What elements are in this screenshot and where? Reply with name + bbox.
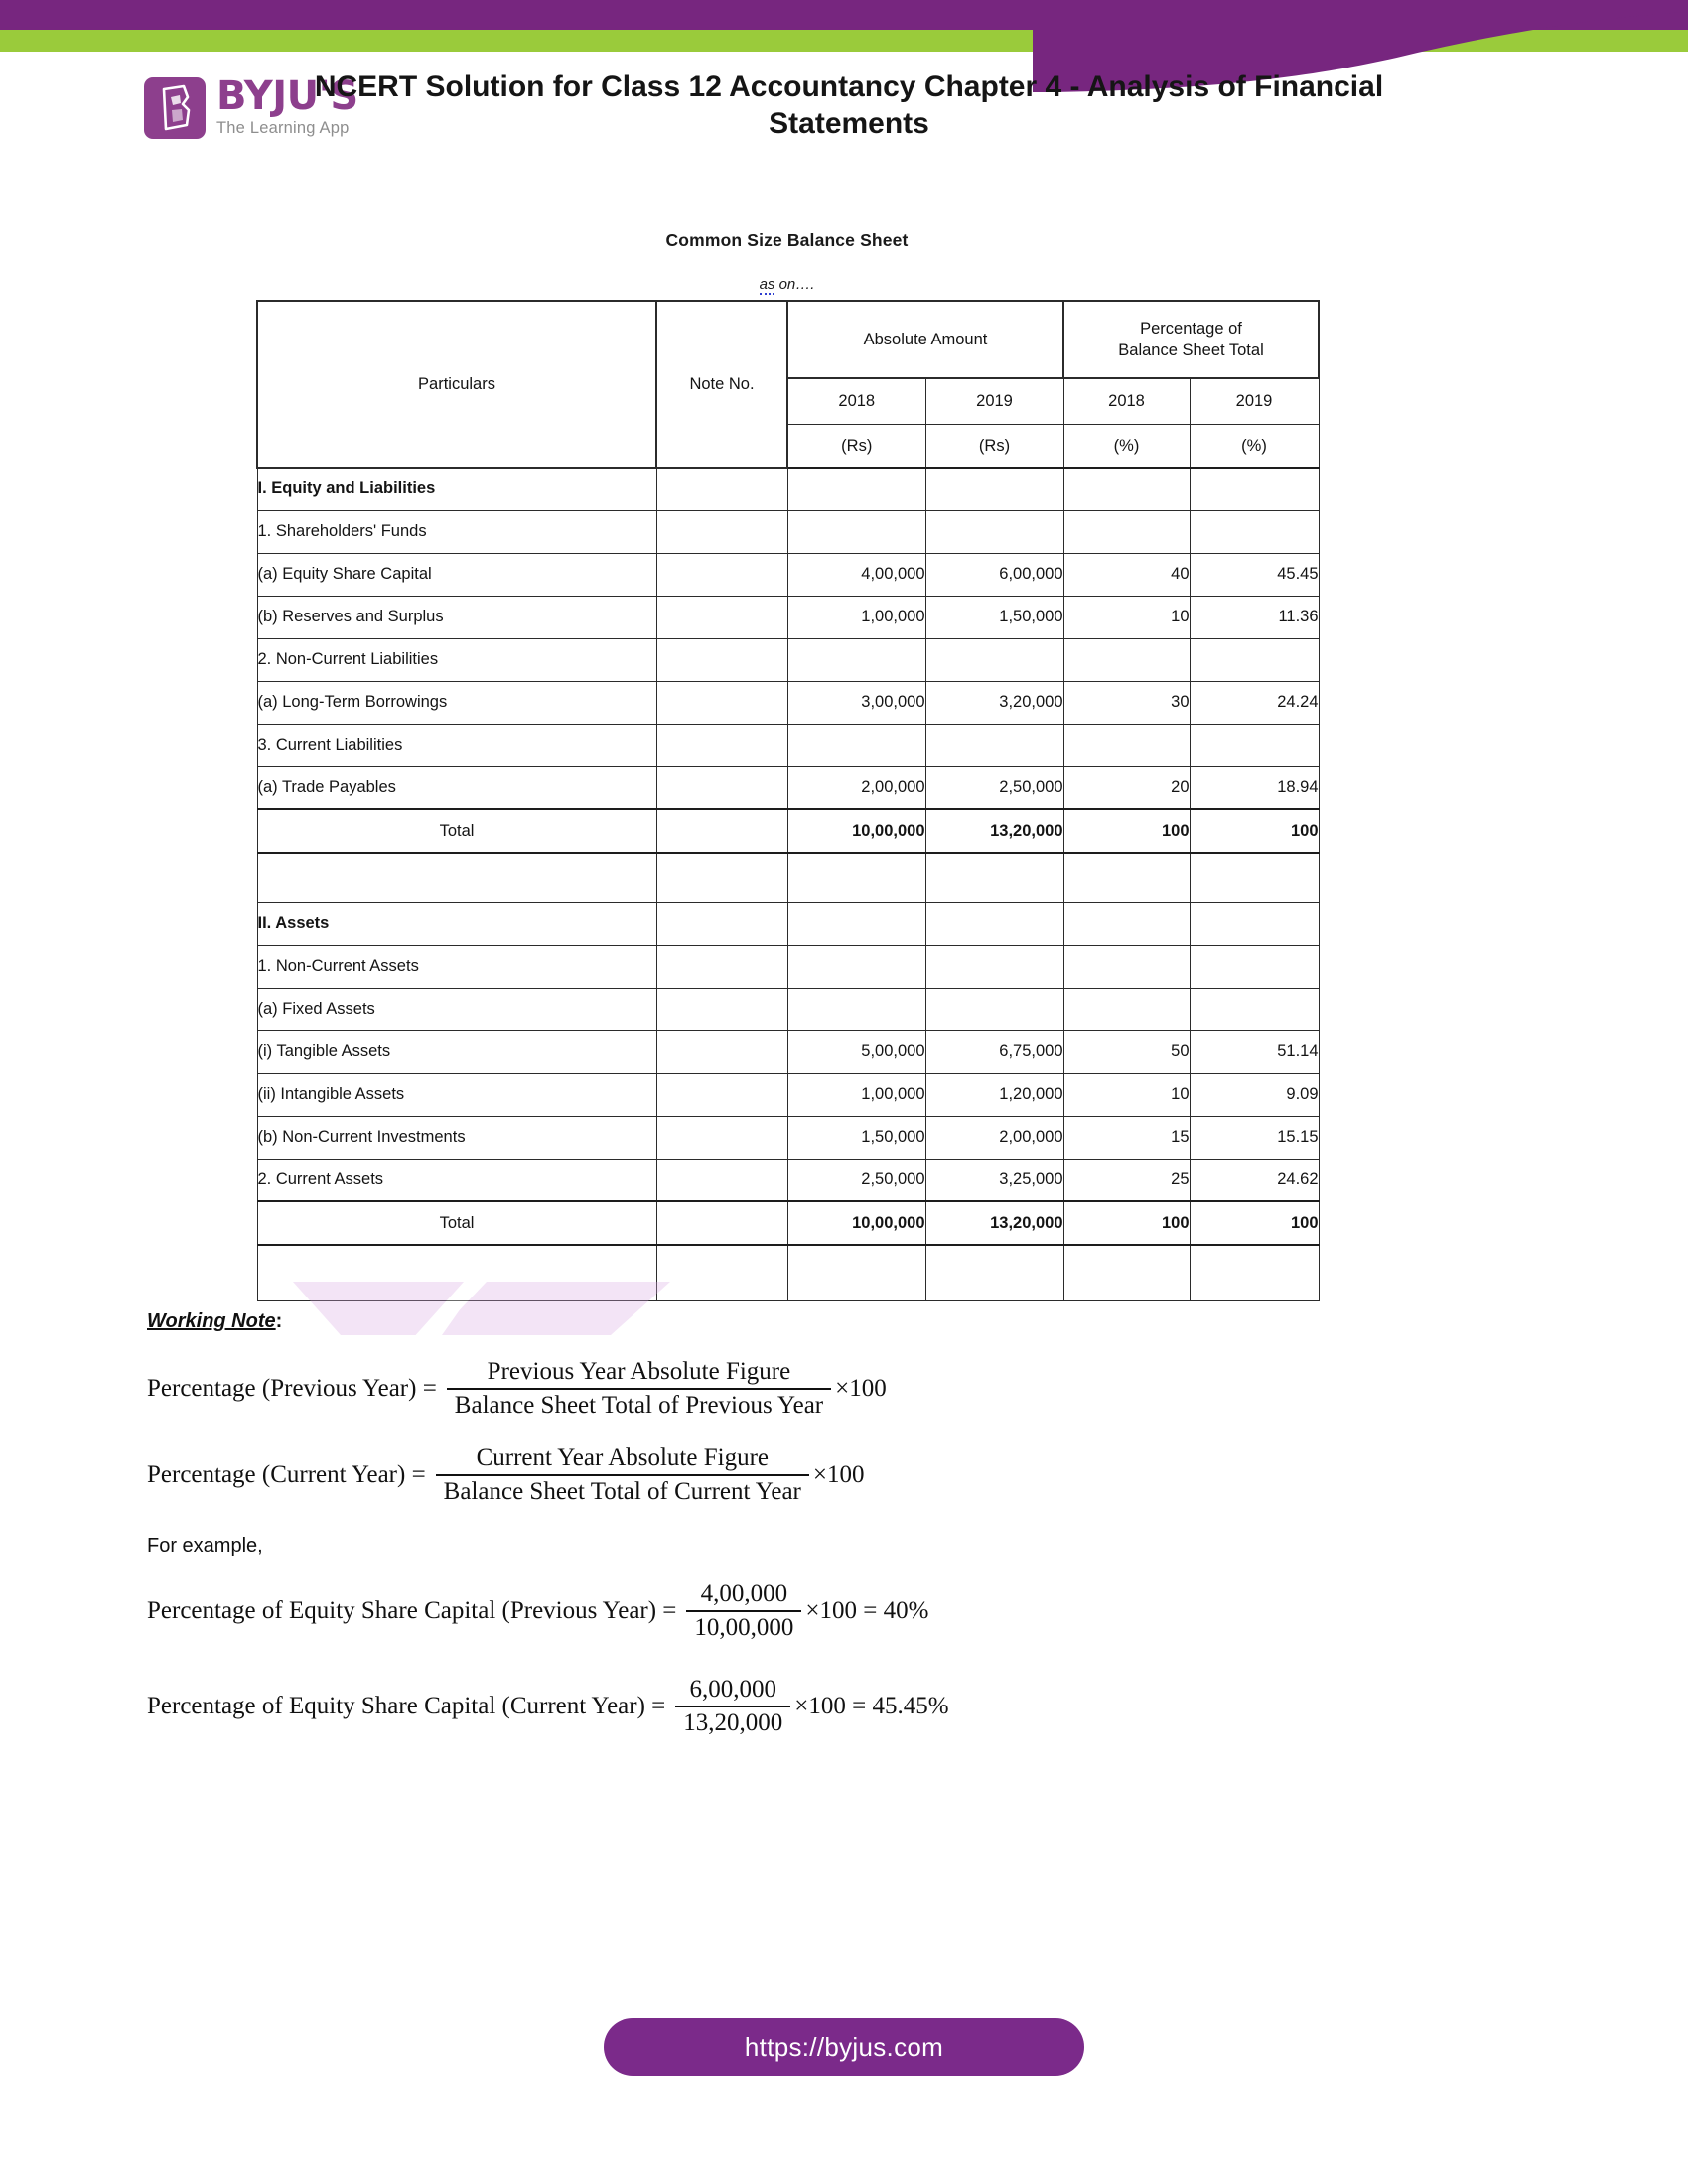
table-row: [257, 638, 1319, 681]
cell-p2019: 51.14: [1190, 1030, 1319, 1073]
cell-p2019: 9.09: [1190, 1073, 1319, 1116]
th-group-percentage-line2: Balance Sheet Total: [1118, 341, 1264, 359]
cell-p2018: 10: [1063, 1073, 1190, 1116]
cell-a2018: [787, 638, 925, 681]
example-2-lead: Percentage of Equity Share Capital (Current Year) =: [147, 1693, 666, 1719]
byjus-logo-mark: [144, 77, 206, 139]
working-note-label: Working Note: [147, 1310, 276, 1332]
cell-p2019: [1190, 902, 1319, 945]
example-1-fraction: [686, 1580, 801, 1642]
cell-a2018: [787, 468, 925, 510]
th-note-no: Note No.: [656, 301, 787, 468]
formula-1-tail: ×100: [835, 1375, 887, 1402]
cell-a2018: 3,00,000: [787, 681, 925, 724]
cell-a2019: 1,50,000: [925, 596, 1063, 638]
formula-2-numerator: Current Year Absolute Figure: [476, 1444, 769, 1471]
total-a2018: 10,00,000: [787, 1201, 925, 1245]
cell-p2018: 10: [1063, 596, 1190, 638]
formula-2-tail: ×100: [812, 1461, 865, 1488]
cell-p2018: [1063, 945, 1190, 988]
th-absolute-2019: 2019: [925, 378, 1063, 424]
cell-note: [656, 1116, 787, 1159]
cell-a2019: 6,75,000: [925, 1030, 1063, 1073]
spacer-cell: [925, 853, 1063, 902]
table-row: [257, 902, 1319, 945]
th-group-percentage: [1063, 301, 1319, 378]
table-row: [257, 724, 1319, 766]
table-row: [257, 1030, 1319, 1073]
cell-note: [656, 945, 787, 988]
formula-percentage-current-year: [147, 1444, 864, 1506]
cell-a2019: 1,20,000: [925, 1073, 1063, 1116]
trailing-cell: [1063, 1245, 1190, 1300]
cell-note: [656, 596, 787, 638]
row-label: 1. Shareholders' Funds: [257, 510, 656, 553]
table-total-row: [257, 1201, 1319, 1245]
table-head-row-1: [257, 301, 1319, 378]
total-label: Total: [257, 809, 656, 853]
formula-1-fraction: [447, 1358, 831, 1420]
total-label: Total: [257, 1201, 656, 1245]
cell-a2019: 6,00,000: [925, 553, 1063, 596]
subcaption-rest: on….: [774, 276, 815, 293]
byjus-wordmark: BYJU'S: [216, 73, 358, 119]
cell-p2018: 15: [1063, 1116, 1190, 1159]
cell-p2018: [1063, 468, 1190, 510]
th-group-percentage-line1: Percentage of: [1140, 319, 1242, 338]
table-row: [257, 945, 1319, 988]
cell-note: [656, 809, 787, 853]
cell-note: [656, 510, 787, 553]
section-heading-assets: II. Assets: [257, 902, 656, 945]
total-p2018: 100: [1063, 809, 1190, 853]
cell-note: [656, 988, 787, 1030]
cell-p2019: 18.94: [1190, 766, 1319, 809]
example-equity-share-capital-current-year: [147, 1676, 949, 1737]
cell-p2018: 25: [1063, 1159, 1190, 1201]
th-unit-pct-2019: (%): [1190, 424, 1319, 468]
cell-a2018: 2,50,000: [787, 1159, 925, 1201]
row-label: 1. Non-Current Assets: [257, 945, 656, 988]
cell-note: [656, 553, 787, 596]
cell-p2019: 24.62: [1190, 1159, 1319, 1201]
table-row: [257, 988, 1319, 1030]
formula-2-denominator: Balance Sheet Total of Current Year: [436, 1474, 809, 1506]
th-absolute-2018: 2018: [787, 378, 925, 424]
cell-a2019: [925, 945, 1063, 988]
cell-p2018: [1063, 902, 1190, 945]
cell-a2018: 2,00,000: [787, 766, 925, 809]
spacer-cell: [656, 853, 787, 902]
cell-p2019: [1190, 510, 1319, 553]
table-row: [257, 1159, 1319, 1201]
cell-p2019: [1190, 945, 1319, 988]
working-note-title: [147, 1310, 282, 1333]
spacer-cell: [257, 853, 656, 902]
cell-note: [656, 902, 787, 945]
cell-note: [656, 468, 787, 510]
cell-note: [656, 766, 787, 809]
cell-a2018: [787, 945, 925, 988]
cell-note: [656, 1159, 787, 1201]
cell-a2019: [925, 468, 1063, 510]
table-spacer-row: [257, 853, 1319, 902]
formula-1-denominator: Balance Sheet Total of Previous Year: [447, 1388, 831, 1420]
example-2-numerator: 6,00,000: [689, 1676, 777, 1703]
th-unit-rs-2018: (Rs): [787, 424, 925, 468]
cell-p2018: 40: [1063, 553, 1190, 596]
cell-p2018: [1063, 638, 1190, 681]
trailing-cell: [925, 1245, 1063, 1300]
row-label: (b) Non-Current Investments: [257, 1116, 656, 1159]
th-group-absolute-amount: Absolute Amount: [787, 301, 1063, 378]
table-row: [257, 468, 1319, 510]
row-label: 2. Non-Current Liabilities: [257, 638, 656, 681]
example-1-lead: Percentage of Equity Share Capital (Previous Year) =: [147, 1597, 677, 1624]
cell-p2018: 20: [1063, 766, 1190, 809]
cell-a2018: [787, 902, 925, 945]
formula-percentage-previous-year: [147, 1358, 887, 1420]
cell-p2019: [1190, 724, 1319, 766]
spacer-cell: [787, 853, 925, 902]
example-1-tail: ×100 = 40%: [805, 1597, 929, 1624]
section-heading-equity: I. Equity and Liabilities: [257, 468, 656, 510]
cell-note: [656, 681, 787, 724]
cell-a2018: 5,00,000: [787, 1030, 925, 1073]
total-p2019: 100: [1190, 1201, 1319, 1245]
byjus-tagline: The Learning App: [216, 119, 350, 138]
table-head: [257, 301, 1319, 468]
cell-a2019: 2,00,000: [925, 1116, 1063, 1159]
table-row: [257, 681, 1319, 724]
table-total-row: [257, 809, 1319, 853]
row-label: 2. Current Assets: [257, 1159, 656, 1201]
cell-p2019: [1190, 988, 1319, 1030]
trailing-cell: [1190, 1245, 1319, 1300]
row-label: (ii) Intangible Assets: [257, 1073, 656, 1116]
th-unit-rs-2019: (Rs): [925, 424, 1063, 468]
cell-p2018: 30: [1063, 681, 1190, 724]
working-note-colon: :: [275, 1310, 283, 1332]
formula-1-lead: Percentage (Previous Year) =: [147, 1375, 437, 1402]
byjus-url-button[interactable]: https://byjus.com: [604, 2018, 1084, 2076]
table-body: [257, 468, 1319, 1300]
formula-2-fraction: [436, 1444, 809, 1506]
cell-a2018: 1,00,000: [787, 596, 925, 638]
example-equity-share-capital-previous-year: [147, 1580, 928, 1642]
cell-note: [656, 1201, 787, 1245]
total-p2019: 100: [1190, 809, 1319, 853]
spacer-cell: [1063, 853, 1190, 902]
total-a2018: 10,00,000: [787, 809, 925, 853]
cell-a2019: [925, 724, 1063, 766]
example-1-numerator: 4,00,000: [700, 1580, 788, 1607]
cell-a2019: 2,50,000: [925, 766, 1063, 809]
for-example-label: For example,: [147, 1535, 263, 1557]
cell-a2019: 3,20,000: [925, 681, 1063, 724]
total-p2018: 100: [1063, 1201, 1190, 1245]
row-label: 3. Current Liabilities: [257, 724, 656, 766]
cell-p2019: 45.45: [1190, 553, 1319, 596]
row-label: (a) Fixed Assets: [257, 988, 656, 1030]
th-particulars: Particulars: [257, 301, 656, 468]
trailing-cell: [787, 1245, 925, 1300]
subcaption-misspelled-word: as: [759, 276, 775, 293]
formula-1-numerator: Previous Year Absolute Figure: [487, 1358, 791, 1385]
total-a2019: 13,20,000: [925, 1201, 1063, 1245]
cell-a2019: [925, 988, 1063, 1030]
row-label: (a) Trade Payables: [257, 766, 656, 809]
row-label: (a) Long-Term Borrowings: [257, 681, 656, 724]
cell-a2019: [925, 638, 1063, 681]
example-1-denominator: 10,00,000: [686, 1610, 801, 1642]
table-row: [257, 510, 1319, 553]
row-label: (a) Equity Share Capital: [257, 553, 656, 596]
table-subcaption: [256, 276, 1318, 293]
cell-p2019: 15.15: [1190, 1116, 1319, 1159]
cell-p2019: [1190, 638, 1319, 681]
row-label: (b) Reserves and Surplus: [257, 596, 656, 638]
cell-a2019: 3,25,000: [925, 1159, 1063, 1201]
example-2-tail: ×100 = 45.45%: [794, 1693, 949, 1719]
table-row: [257, 1073, 1319, 1116]
cell-a2018: [787, 724, 925, 766]
table-row: [257, 766, 1319, 809]
table-row: [257, 1116, 1319, 1159]
cell-a2018: [787, 988, 925, 1030]
cell-p2019: 24.24: [1190, 681, 1319, 724]
table-row: [257, 553, 1319, 596]
th-unit-pct-2018: (%): [1063, 424, 1190, 468]
cell-p2018: [1063, 724, 1190, 766]
common-size-balance-sheet-table: [256, 300, 1320, 1301]
cell-a2019: [925, 510, 1063, 553]
cell-a2018: 1,50,000: [787, 1116, 925, 1159]
th-percent-2018: 2018: [1063, 378, 1190, 424]
example-2-fraction: [675, 1676, 790, 1737]
cell-note: [656, 1073, 787, 1116]
cell-p2018: [1063, 988, 1190, 1030]
th-percent-2019: 2019: [1190, 378, 1319, 424]
spacer-cell: [1190, 853, 1319, 902]
cell-p2019: [1190, 468, 1319, 510]
cell-a2018: 1,00,000: [787, 1073, 925, 1116]
row-label: (i) Tangible Assets: [257, 1030, 656, 1073]
formula-2-lead: Percentage (Current Year) =: [147, 1461, 426, 1488]
cell-a2018: 4,00,000: [787, 553, 925, 596]
example-2-denominator: 13,20,000: [675, 1706, 790, 1737]
trailing-cell: [257, 1245, 656, 1300]
cell-a2018: [787, 510, 925, 553]
table-trailing-empty-row: [257, 1245, 1319, 1300]
total-a2019: 13,20,000: [925, 809, 1063, 853]
cell-p2018: 50: [1063, 1030, 1190, 1073]
cell-note: [656, 638, 787, 681]
cell-note: [656, 724, 787, 766]
cell-p2019: 11.36: [1190, 596, 1319, 638]
cell-a2019: [925, 902, 1063, 945]
cell-p2018: [1063, 510, 1190, 553]
cell-note: [656, 1030, 787, 1073]
trailing-cell: [656, 1245, 787, 1300]
page-title: NCERT Solution for Class 12 Accountancy Chapter 4 - Analysis of Financial Statements: [314, 70, 1384, 140]
table-caption: Common Size Balance Sheet: [665, 230, 909, 250]
table-row: [257, 596, 1319, 638]
